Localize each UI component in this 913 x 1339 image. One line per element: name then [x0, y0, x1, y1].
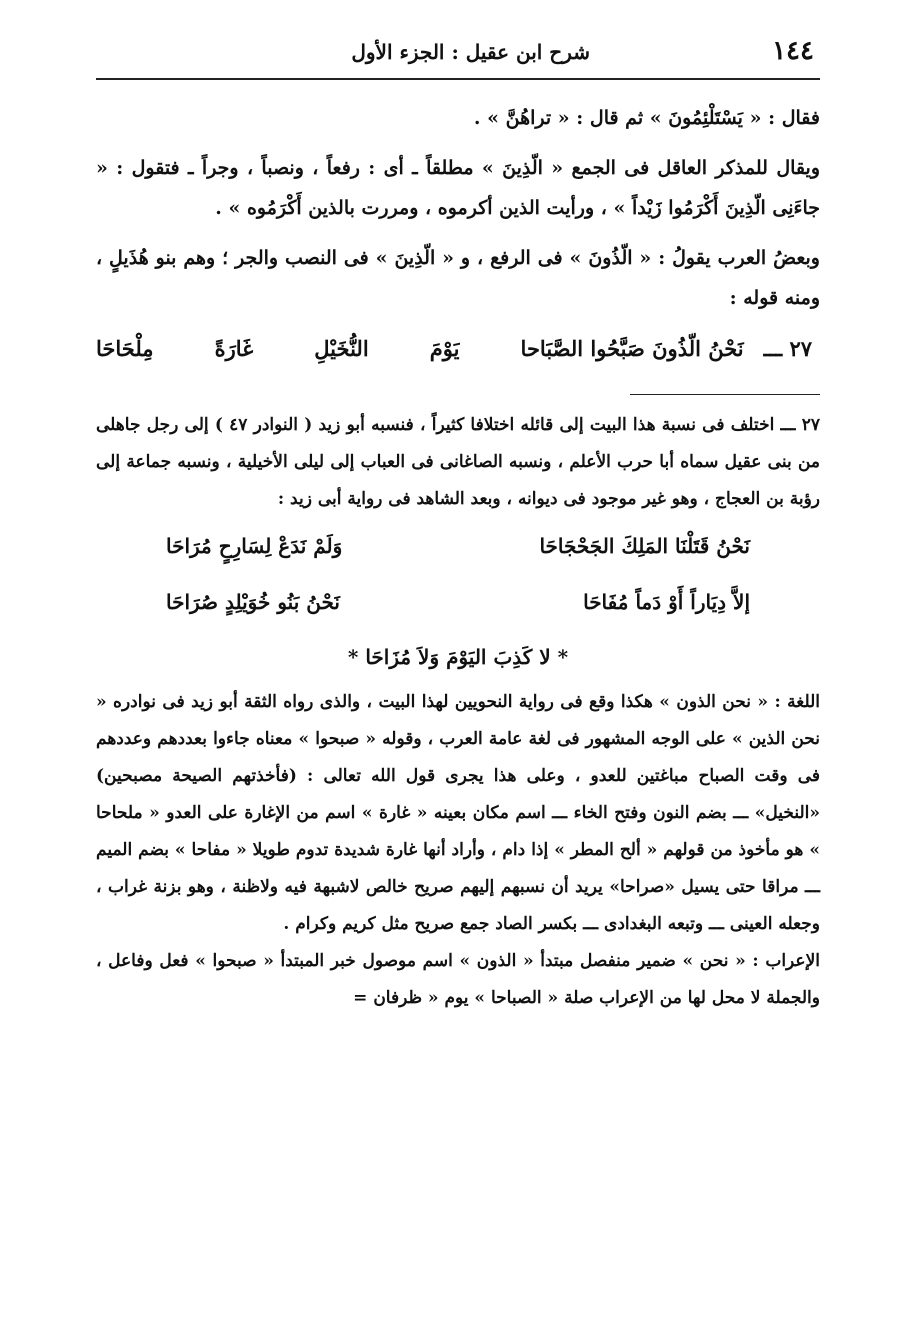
footnote-verse [96, 574, 820, 630]
footnote-separator [96, 370, 820, 407]
footnote-rule [630, 394, 820, 395]
footnote-verse [96, 518, 820, 574]
verse-number: ٢٧ ـــ [763, 336, 812, 361]
continuation-mark: = [353, 988, 368, 1008]
running-head [96, 28, 820, 80]
poetry-verse [96, 328, 820, 370]
footnote-paragraph: ٢٧ ـــ اختلف فى نسبة هذا البيت إلى قائله اختلافا كثيراً ، فنسبه أبو زيد ( النوادر ٤٧ ) إلى رجل جاهلى من بنى عقيل سماه أبا حرب الأعلم ، ونسبه الصاغانى فى العباب إلى ليلى الأخيلية ، ونسبه جماعة إلى رؤبة بن العجاج ، وهو غير موجود فى ديوانه ، وبعد الشاهد فى رواية أبى زيد : [96, 415, 820, 509]
verse-hemistich: وَلَمْ نَدَعْ لِسَارِحٍ مُرَاحَا [166, 534, 343, 558]
footnotes [96, 407, 820, 1017]
verse-text [96, 328, 744, 370]
footnote-lugha: اللغة : « نحن الذون » هكذا وقع فى رواية النحويين لهذا البيت ، والذى رواه الثقة أبو زيد فى نوادره « نحن الذين » على الوجه المشهور فى لغة عامة العرب ، وقوله « صبحوا » معناه جاءوا بعددهم وعددهم فى وقت الصباح مباغتين للعدو ، وعلى هذا يجرى قول الله تعالى : (فأخذتهم الصيحة مصبحين) «النخيل» ـــ بضم النون وفتح الخاء ـــ اسم مكان بعينه « غارة » اسم من الإغارة على العدو « ملحاحا » هو مأخوذ من قولهم « ألح المطر » إذا دام ، وأراد أنها غارة شديدة تدوم طويلا « مفاحا » بضم الميم ـــ مراقا حتى يسيل «صراحا» يريد أن نسبهم إليهم صريح خالص لاشبهة فيه ولاظنة ، وهو بزنة غراب ، وجعله العينى ـــ وتبعه البغدادى ـــ بكسر الصاد جمع صريح مثل كريم وكرام . [96, 692, 820, 934]
verse-hemistich: نَحْنُ بَنُو خُوَيْلِدٍ صُرَاحَا [166, 590, 340, 614]
footnote-irab [96, 943, 820, 1017]
verse-word: مِلْحَاحَا [96, 336, 154, 361]
page-number: ١٤٤ [772, 36, 814, 66]
footnote-verse-single: * لا كَذِبَ اليَوْمَ وَلاَ مُزَاحَا * [347, 645, 569, 669]
main-text [96, 98, 820, 370]
verse-word: يَوْمَ [429, 336, 460, 361]
verse-hemistich: نَحْنُ الّذُونَ صَبَّحُوا الصَّبَاحا [520, 336, 744, 361]
verse-word: النُّخَيْلِ [314, 336, 369, 361]
paragraph: فقال : « يَسْتَلْئِمُونَ » ثم قال : « تراهُنَّ » . [473, 107, 820, 129]
verse-word: غَارَةً [214, 336, 254, 361]
book-page [96, 28, 820, 1318]
verse-hemistich: نَحْنُ قَتَلْنَا المَلِكَ الجَحْجَاحَا [539, 534, 750, 558]
paragraph: وبعضُ العرب يقولُ : « الّذُونَ » فى الرفع ، و « الّذِينَ » فى النصب والجر ؛ وهم بنو هُذَيلٍ ، ومنه قوله : [96, 247, 820, 309]
page-title: شرح ابن عقيل : الجزء الأول [351, 40, 590, 64]
paragraph: ويقال للمذكر العاقل فى الجمع « الّذِينَ » مطلقاً ـ أى : رفعاً ، ونصباً ، وجراً ـ فتقول : « جاءَنِى الّذِينَ أَكْرَمُوا زَيْداً » ، ورأيت الذين أكرموه ، ومررت بالذين أَكْرَمُوه » . [96, 157, 820, 219]
verse-hemistich: إلاَّ دِيَاراً أَوْ دَماً مُفَاحَا [583, 590, 750, 614]
irab-text: الإعراب : « نحن » ضمير منفصل مبتدأ « الذون » اسم موصول خبر المبتدأ « صبحوا » فعل وفاعل ، والجملة لا محل لها من الإعراب صلة « الصباحا » يوم « ظرفان [96, 951, 820, 1008]
